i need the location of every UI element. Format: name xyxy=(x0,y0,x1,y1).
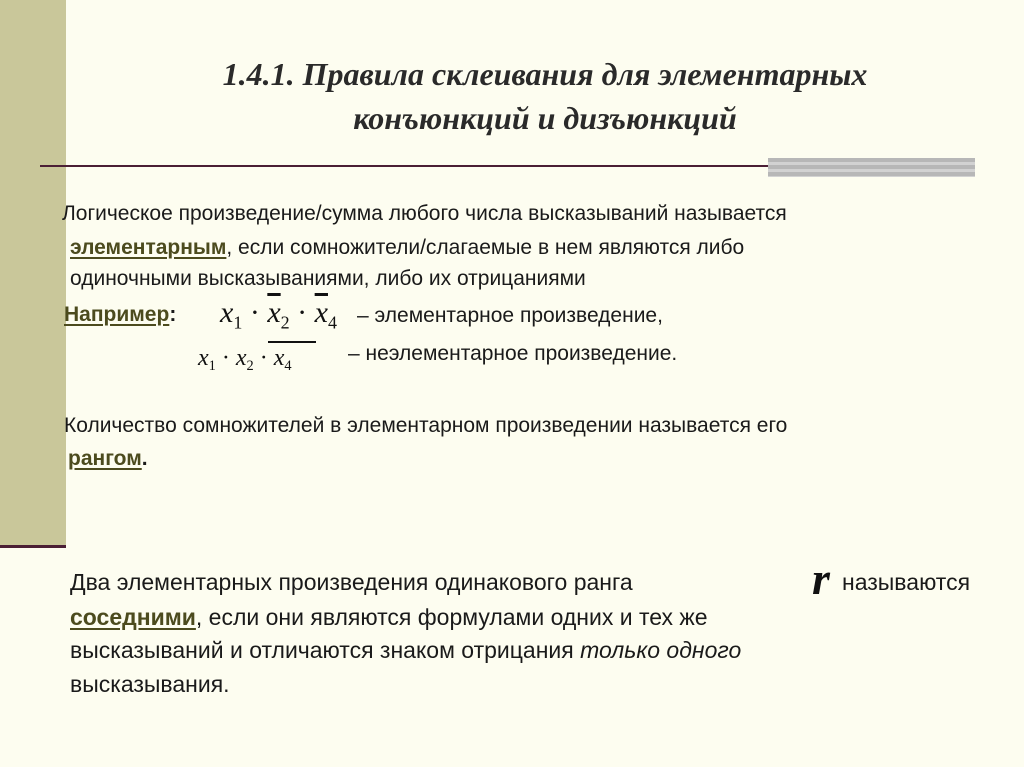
example-label-wrap xyxy=(64,298,176,332)
formula-elementary: $x_1 \cdot \overline{x}_2 \cdot \overline{x}_4$ xyxy=(220,296,337,333)
term-elementary: элементарным xyxy=(70,236,227,259)
term-rank: рангом xyxy=(68,447,142,470)
neighbors-line-1: Два элементарных произведения одинакового ранга xyxy=(70,569,633,595)
example-desc-2: – неэлементарное произведение. xyxy=(348,342,678,365)
rank-variable: r xyxy=(812,553,830,604)
emphasis-only-one: только одного xyxy=(580,637,742,663)
neighbors-line-4: высказывания. xyxy=(70,671,230,697)
title-accent-bar xyxy=(768,158,975,177)
neighbors-line-1-end: называются xyxy=(842,569,971,595)
formula-non-elementary: $x_1 \cdot x_2 \cdot x_4$ xyxy=(198,345,292,375)
definition-line-2 xyxy=(70,231,744,265)
example-desc-1: – элементарное произведение, xyxy=(357,304,663,327)
negation-bar xyxy=(268,341,316,343)
left-decorative-band xyxy=(0,0,66,545)
definition-line-2-rest: , если сомножители/слагаемые в нем являются либо xyxy=(226,236,745,259)
definition-line-1: Логическое произведение/сумма любого числа высказываний называется xyxy=(62,202,787,225)
left-rule xyxy=(0,545,66,548)
title-line-1: 1.4.1. Правила склеивания для элементарных xyxy=(222,56,868,92)
neighbors-line-2-rest: , если они являются формулами одних и тех же xyxy=(195,604,708,630)
term-neighbors: соседними xyxy=(70,604,196,630)
neighbors-line-3: высказываний и отличаются знаком отрицания только одного xyxy=(70,637,742,663)
example-colon: : xyxy=(169,303,177,326)
title-line-2: конъюнкций и дизъюнкций xyxy=(353,100,737,136)
example-label: Например xyxy=(64,303,170,326)
rank-line-1: Количество сомножителей в элементарном произведении называется его xyxy=(64,414,788,437)
page-title xyxy=(150,52,940,140)
definition-line-3: одиночными высказываниями, либо их отрицаниями xyxy=(70,267,586,290)
neighbors-line-2 xyxy=(70,600,708,634)
rank-line-2: рангом. xyxy=(68,447,148,470)
